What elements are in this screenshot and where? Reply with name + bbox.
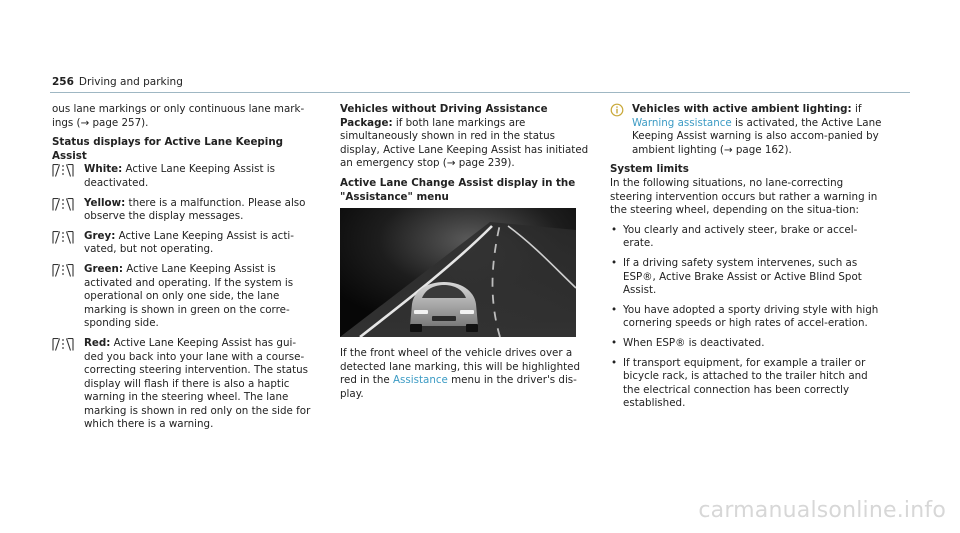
- list-item: • You clearly and actively steer, brake or accel-erate.: [610, 224, 882, 251]
- lane-keeping-status-icon: [52, 264, 74, 277]
- car-on-road-illustration: [340, 208, 576, 337]
- status-item: [52, 163, 314, 190]
- status-label: White:: [84, 163, 123, 176]
- status-item: [52, 197, 314, 224]
- status-description: Active Lane Keeping Assist is deactivated.: [84, 163, 276, 189]
- lane-keeping-status-icon: [52, 231, 74, 244]
- lane-keeping-status-icon: [52, 338, 74, 351]
- status-displays-heading: Status displays for Active Lane Keeping Assist: [52, 136, 284, 162]
- status-item: [52, 263, 314, 331]
- status-description: there is a malfunction. Please also observe the display messages.: [84, 196, 306, 223]
- system-limits-list: [610, 224, 882, 411]
- ambient-lighting-note: Vehicles with active ambient lighting: if Warning assistance is activated, the Active Lane Keeping Assist warning is also accom-panied by ambient lighting (→ page 162).: [610, 103, 882, 157]
- section-title: Driving and parking: [78, 76, 183, 88]
- column-1: [52, 103, 314, 438]
- column-2: [340, 103, 590, 408]
- ambient-lighting-heading: Vehicles with active ambient lighting:: [632, 103, 852, 115]
- status-label: Red:: [84, 336, 111, 349]
- status-item: [52, 230, 314, 257]
- status-description: Active Lane Keeping Assist is activated and operating. If the system is operational on only one side, the lane marking is shown in green on the corre-sponding side.: [84, 262, 294, 330]
- status-description: Active Lane Keeping Assist has gui-ded you back into your lane with a course-correcting steering intervention. The status display will flash if there is also a haptic warning in the steering wheel. The lane marking is shown in red only on the side for which there is a warning.: [84, 336, 311, 431]
- lane-keeping-status-icon: [52, 164, 74, 177]
- page-header: [52, 76, 183, 90]
- list-item: • If a driving safety system intervenes, such as ESP®, Active Brake Assist or Active Blind Spot Assist.: [610, 257, 882, 298]
- list-item: • When ESP® is deactivated.: [610, 337, 882, 351]
- system-limits-intro: In the following situations, no lane-correcting steering intervention occurs but rather a warning in the steering wheel, depending on the situa-tion:: [610, 176, 878, 217]
- status-list: [52, 163, 314, 432]
- warning-assistance-link[interactable]: Warning assistance: [632, 116, 732, 129]
- watermark: carmanualsonline.info: [698, 498, 946, 523]
- status-label: Yellow:: [84, 196, 126, 209]
- page-number: 256: [52, 76, 74, 88]
- info-icon: [610, 103, 624, 117]
- list-item: • You have adopted a sporty driving style with high cornering speeds or high rates of accel-eration.: [610, 304, 882, 331]
- lane-change-heading: Active Lane Change Assist display in the "Assistance" menu: [340, 176, 576, 203]
- driving-assistance-heading: Vehicles without Driving Assistance Package:: [340, 103, 548, 129]
- driving-assistance-paragraph: Vehicles without Driving Assistance Package: if both lane markings are simultaneously shown in red in the status display, Active Lane Keeping Assist has initiated an emergency stop (→ page 239).: [340, 103, 589, 170]
- header-rule: [50, 92, 910, 93]
- status-description: Active Lane Keeping Assist is acti-vated, but not operating.: [84, 229, 294, 256]
- image-caption: If the front wheel of the vehicle drives over a detected lane marking, this will be highlighted red in the Assistance menu in the driver's dis-play.: [340, 347, 581, 400]
- status-label: Green:: [84, 262, 123, 275]
- status-label: Grey:: [84, 229, 116, 242]
- column-3: [610, 103, 882, 417]
- list-item: • If transport equipment, for example a trailer or bicycle rack, is attached to the trailer hitch and the electrical connection has been correctly established.: [610, 357, 882, 411]
- assistance-link[interactable]: Assistance: [392, 374, 448, 387]
- status-item: [52, 337, 314, 432]
- lane-keeping-status-icon: [52, 198, 74, 211]
- intro-text: ous lane markings or only continuous lane mark-ings (→ page 257).: [52, 103, 305, 129]
- system-limits-heading: System limits: [610, 163, 689, 176]
